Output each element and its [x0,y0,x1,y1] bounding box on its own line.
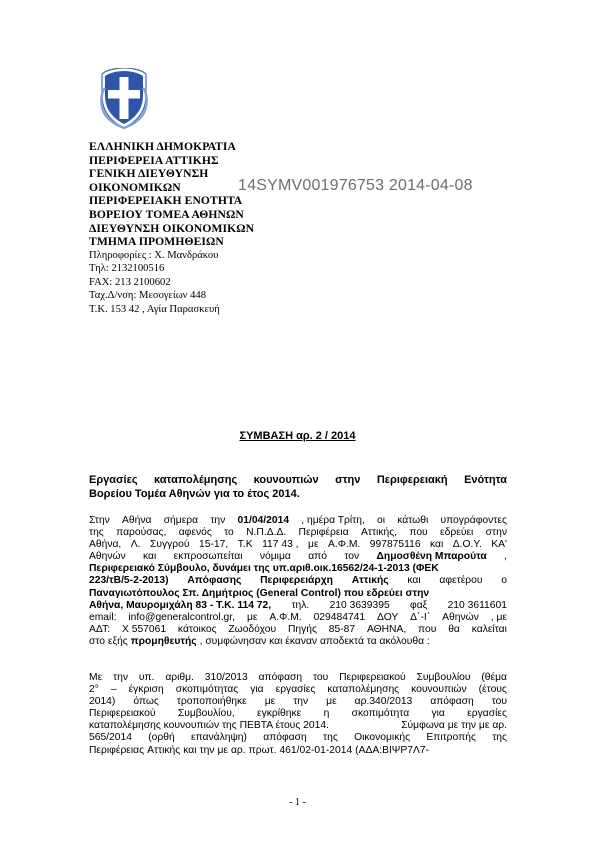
text-run: θα [448,623,460,635]
text-line [89,527,507,539]
text-run: ΑΔΤ: [89,623,111,635]
decision-paragraph [89,672,507,757]
text-run: Περιφερειακού [89,708,156,720]
text-run: έγκριση [128,684,164,696]
text-run: σκοπιμότητα [351,708,410,720]
text-run: info@generalcontrol.gr, [128,611,236,623]
text-run: 210 3611601 [447,599,507,611]
text-run: απόφαση [258,672,303,683]
text-run: που [409,527,428,539]
org-line: ΤΜΗΜΑ ΠΡΟΜΗΘΕΙΩΝ [89,235,224,249]
text-run: εργασίες [275,684,316,696]
text-run: υπ. [138,672,155,683]
contact-info-line: Ταχ.Δ/νση: Μεσογείων 448 [89,290,207,302]
contact-info-line: Πληροφορίες : Χ. Μανδράκου [89,249,219,261]
text-run: με [246,611,258,623]
text-run: Δημοσθένη Μπαρούτα [376,551,487,563]
text-run: αφενός [178,527,212,539]
text-run: την [113,672,128,683]
text-run: Περιφερειακό Σύμβουλο, δυνάμει της υπ.αριθ.οικ.16562/24-1-2013 (ΦΕΚ [89,563,439,575]
text-run: και [183,744,197,756]
text-run: , συμφώνησαν και έκαναν αποδεκτά τα ακόλουθα : [199,635,430,647]
text-run: Αθήνα, [89,539,122,551]
subject-line-1 [89,473,507,487]
text-line [89,612,507,624]
org-line: ΠΕΡΙΦΕΡΕΙΑΚΗ ΕΝΟΤΗΤΑ [89,194,243,208]
text-line [89,708,507,720]
contact-info-line: Τηλ: 2132100516 [89,263,165,275]
text-line [89,551,507,563]
text-run: Χ 557061 [122,623,167,635]
text-line [89,745,507,757]
text-run: πρωτ. [248,744,277,756]
text-run: που [418,623,437,635]
text-run: Πηγής [287,623,317,635]
text-line [89,575,507,587]
text-run: ΚΑ' [491,539,507,551]
text-run: της [492,732,507,744]
text-run: της [89,527,104,539]
text-run: Περιφέρεια [298,527,349,539]
text-line [89,696,507,708]
text-line [89,732,507,744]
text-run: για [250,684,264,696]
text-run: Αθηνών [442,611,479,623]
subject-line-2: Βορείου Τομέα Αθηνών για το έτος 2014. [89,488,300,500]
text-run: αρ. [230,744,246,756]
text-run: του [312,672,329,683]
text-run: Α.Φ.Μ. [328,539,361,551]
text-line [89,600,507,612]
text-run: 997875116 [369,539,421,551]
text-run: με [308,539,319,551]
text-run: καλείται [471,623,507,635]
text-run: Ζωοδόχου [228,623,277,635]
org-line: ΠΕΡΙΦΕΡΕΙΑ ΑΤΤΙΚΗΣ [89,153,219,167]
text-run: ο [501,575,507,587]
text-run: ΑΘΗΝΑ, [366,623,407,635]
text-run: Αθήνα [122,515,152,526]
text-run: στην [485,527,507,539]
text-run: τηλ. [291,599,310,611]
text-run: Συγγρού [150,539,190,551]
text-run: όπως [133,696,159,708]
text-run: και [430,539,444,551]
org-line: ΟΙΚΟΝΟΜΙΚΩΝ [89,180,181,194]
text-run: , με [490,611,507,623]
text-run: Απόφασης [187,575,242,587]
text-run: τον [344,551,360,563]
text-run: νόμιμα [259,551,291,563]
text-line [89,588,507,600]
text-line [89,672,507,684]
text-run: φαξ [410,599,428,611]
text-run: απόφαση [430,696,474,708]
text-run: 223/τΒ/5-2-2013) [89,575,169,587]
text-run: ΔΟΥ [377,611,399,623]
text-run: αριθμ. [165,672,194,683]
text-run: Λ. [130,539,141,551]
text-run: Ν.Π.Δ.Δ. [246,527,287,539]
text-run: Επιτροπής [426,732,476,744]
text-run: , [504,551,507,563]
text-run: 461/02-01-2014 [279,744,353,756]
text-run: Οικονομικής [354,732,411,744]
text-run: τροποποιήθηκε [176,696,247,708]
text-run: 029484741 [313,611,366,623]
subject-word: κουνουπιών [253,474,319,486]
text-run: προμηθευτής [130,635,197,647]
text-run: Δ.Ο.Υ. [452,539,482,551]
text-run: για [431,708,445,720]
text-run: Τ.Κ [237,539,253,551]
text-run: την [199,744,215,756]
text-run: της [323,732,338,744]
subject-word: στην [335,474,361,486]
text-run: 15-17, [199,539,229,551]
subject-word: Εργασίες [89,474,138,486]
text-run: στο εξής [89,635,128,647]
text-run: – [110,684,117,696]
text-run: 310/2013 [204,672,248,683]
text-run: από [308,551,327,563]
contact-info-line: FAX: 213 2100602 [89,276,171,288]
text-run: εγκρίθηκε [257,708,302,720]
text-run: με [326,696,337,708]
text-run: Στην [89,515,110,526]
text-line [89,515,507,527]
text-run: Αττικής [147,744,181,756]
text-run: Περιφέρειας [89,744,145,756]
text-run: αφετέρου [439,575,483,587]
contract-title: ΣΥΜΒΑΣΗ αρ. 2 / 2014 [239,430,356,442]
text-run: (θέμα [481,672,507,683]
contract-subject [89,473,507,501]
org-line: ΓΕΝΙΚΗ ΔΙΕΥΘΥΝΣΗ [89,167,209,181]
org-line: ΕΛΛΗΝΙΚΗ ΔΗΜΟΚΡΑΤΙΑ [89,140,236,153]
text-run: Δ΄-Ι΄ [410,611,431,623]
text-run: 117 43 , [262,539,299,551]
text-line [89,684,507,696]
text-run: την [293,696,309,708]
text-run: κάτοικος [177,623,217,635]
text-run: υπογράφοντες [440,515,507,526]
subject-word: Ενότητα [464,474,507,486]
text-run: (ΑΔΑ:ΒΙΨΡ7Λ7- [355,744,430,756]
text-run: του [491,696,507,708]
org-line: ΒΟΡΕΙΟΥ ΤΟΜΕΑ ΑΘΗΝΩΝ [89,207,244,221]
parties-paragraph [89,515,507,648]
text-run: 01/04/2014 [237,515,290,526]
page-number: - 1 - [289,797,306,808]
text-run: Α.Φ.Μ. [269,611,302,623]
text-run: Περιφερειακού [339,672,406,683]
text-run: Παναγιωτόπουλος Σπ. Δημήτριος (General Control) που εδρεύει στην [89,587,430,599]
ada-stamp: 14SYMV001976753 2014-04-08 [238,177,473,194]
text-run: σκοπιμότητας [175,684,239,696]
text-run: με [217,744,228,756]
text-run: (ορθή [148,732,175,744]
text-line [89,720,507,732]
text-run: Αθηνών [89,551,126,563]
text-run: καταπολέμησης κουνουπιών της ΠΕΒΤΑ έτους 2014. [89,720,329,732]
text-run: επανάληψη) [190,732,247,744]
text-run: 565/2014 [89,732,132,744]
text-run: σήμερα [163,515,199,526]
text-run: email: [89,611,117,623]
text-run: και [407,575,421,587]
text-run: απόφαση [263,732,307,744]
text-run: αρ.340/2013 [354,696,413,708]
text-run: κάτωθι [397,515,429,526]
text-run: εργασίες [467,708,507,720]
subject-word: Περιφερειακή [376,474,448,486]
text-run: , ημέρα Τρίτη, [301,515,365,526]
greek-coat-of-arms-emblem [96,68,152,130]
text-run: Συμβουλίου, [177,708,235,720]
text-line [89,636,507,648]
text-run: καταπολέμησης [327,684,400,696]
text-run: Αθήνα, Μαυρομιχάλη 83 - Τ.Κ. 114 72, [89,599,272,611]
text-run: 210 3639395 [329,599,390,611]
text-run: 2° [89,684,99,696]
text-run: το [224,527,234,539]
text-run: Συμβουλίου [416,672,471,683]
text-run: Περιφερειάρχη [260,575,333,587]
text-run: 85-87 [328,623,356,635]
text-run: και [143,551,157,563]
text-run: με [264,696,276,708]
text-run: 2014) [89,696,116,708]
text-run: Με [89,672,103,683]
text-run: η [323,708,330,720]
text-run: κουνουπιών [411,684,467,696]
text-line [89,563,507,575]
text-line [89,624,507,636]
subject-word: καταπολέμησης [153,474,238,486]
text-run: οι [377,515,386,526]
text-run: εδρεύει [440,527,474,539]
contact-info-line: Τ.Κ. 153 42 , Αγία Παρασκευή [89,303,220,315]
text-run: Αττικής, [361,527,398,539]
text-run: Αττικής [351,575,389,587]
org-line: ΔΙΕΥΘΥΝΣΗ ΟΙΚΟΝΟΜΙΚΩΝ [89,221,255,235]
text-run: παρούσας, [116,527,167,539]
issuer-header [89,140,289,316]
text-run: εκπροσωπείται [173,551,243,563]
text-line [89,539,507,551]
text-run: Σύμφωνα με την με αρ. [401,720,507,732]
text-run: την [210,515,226,526]
text-run: (έτους [478,684,507,696]
